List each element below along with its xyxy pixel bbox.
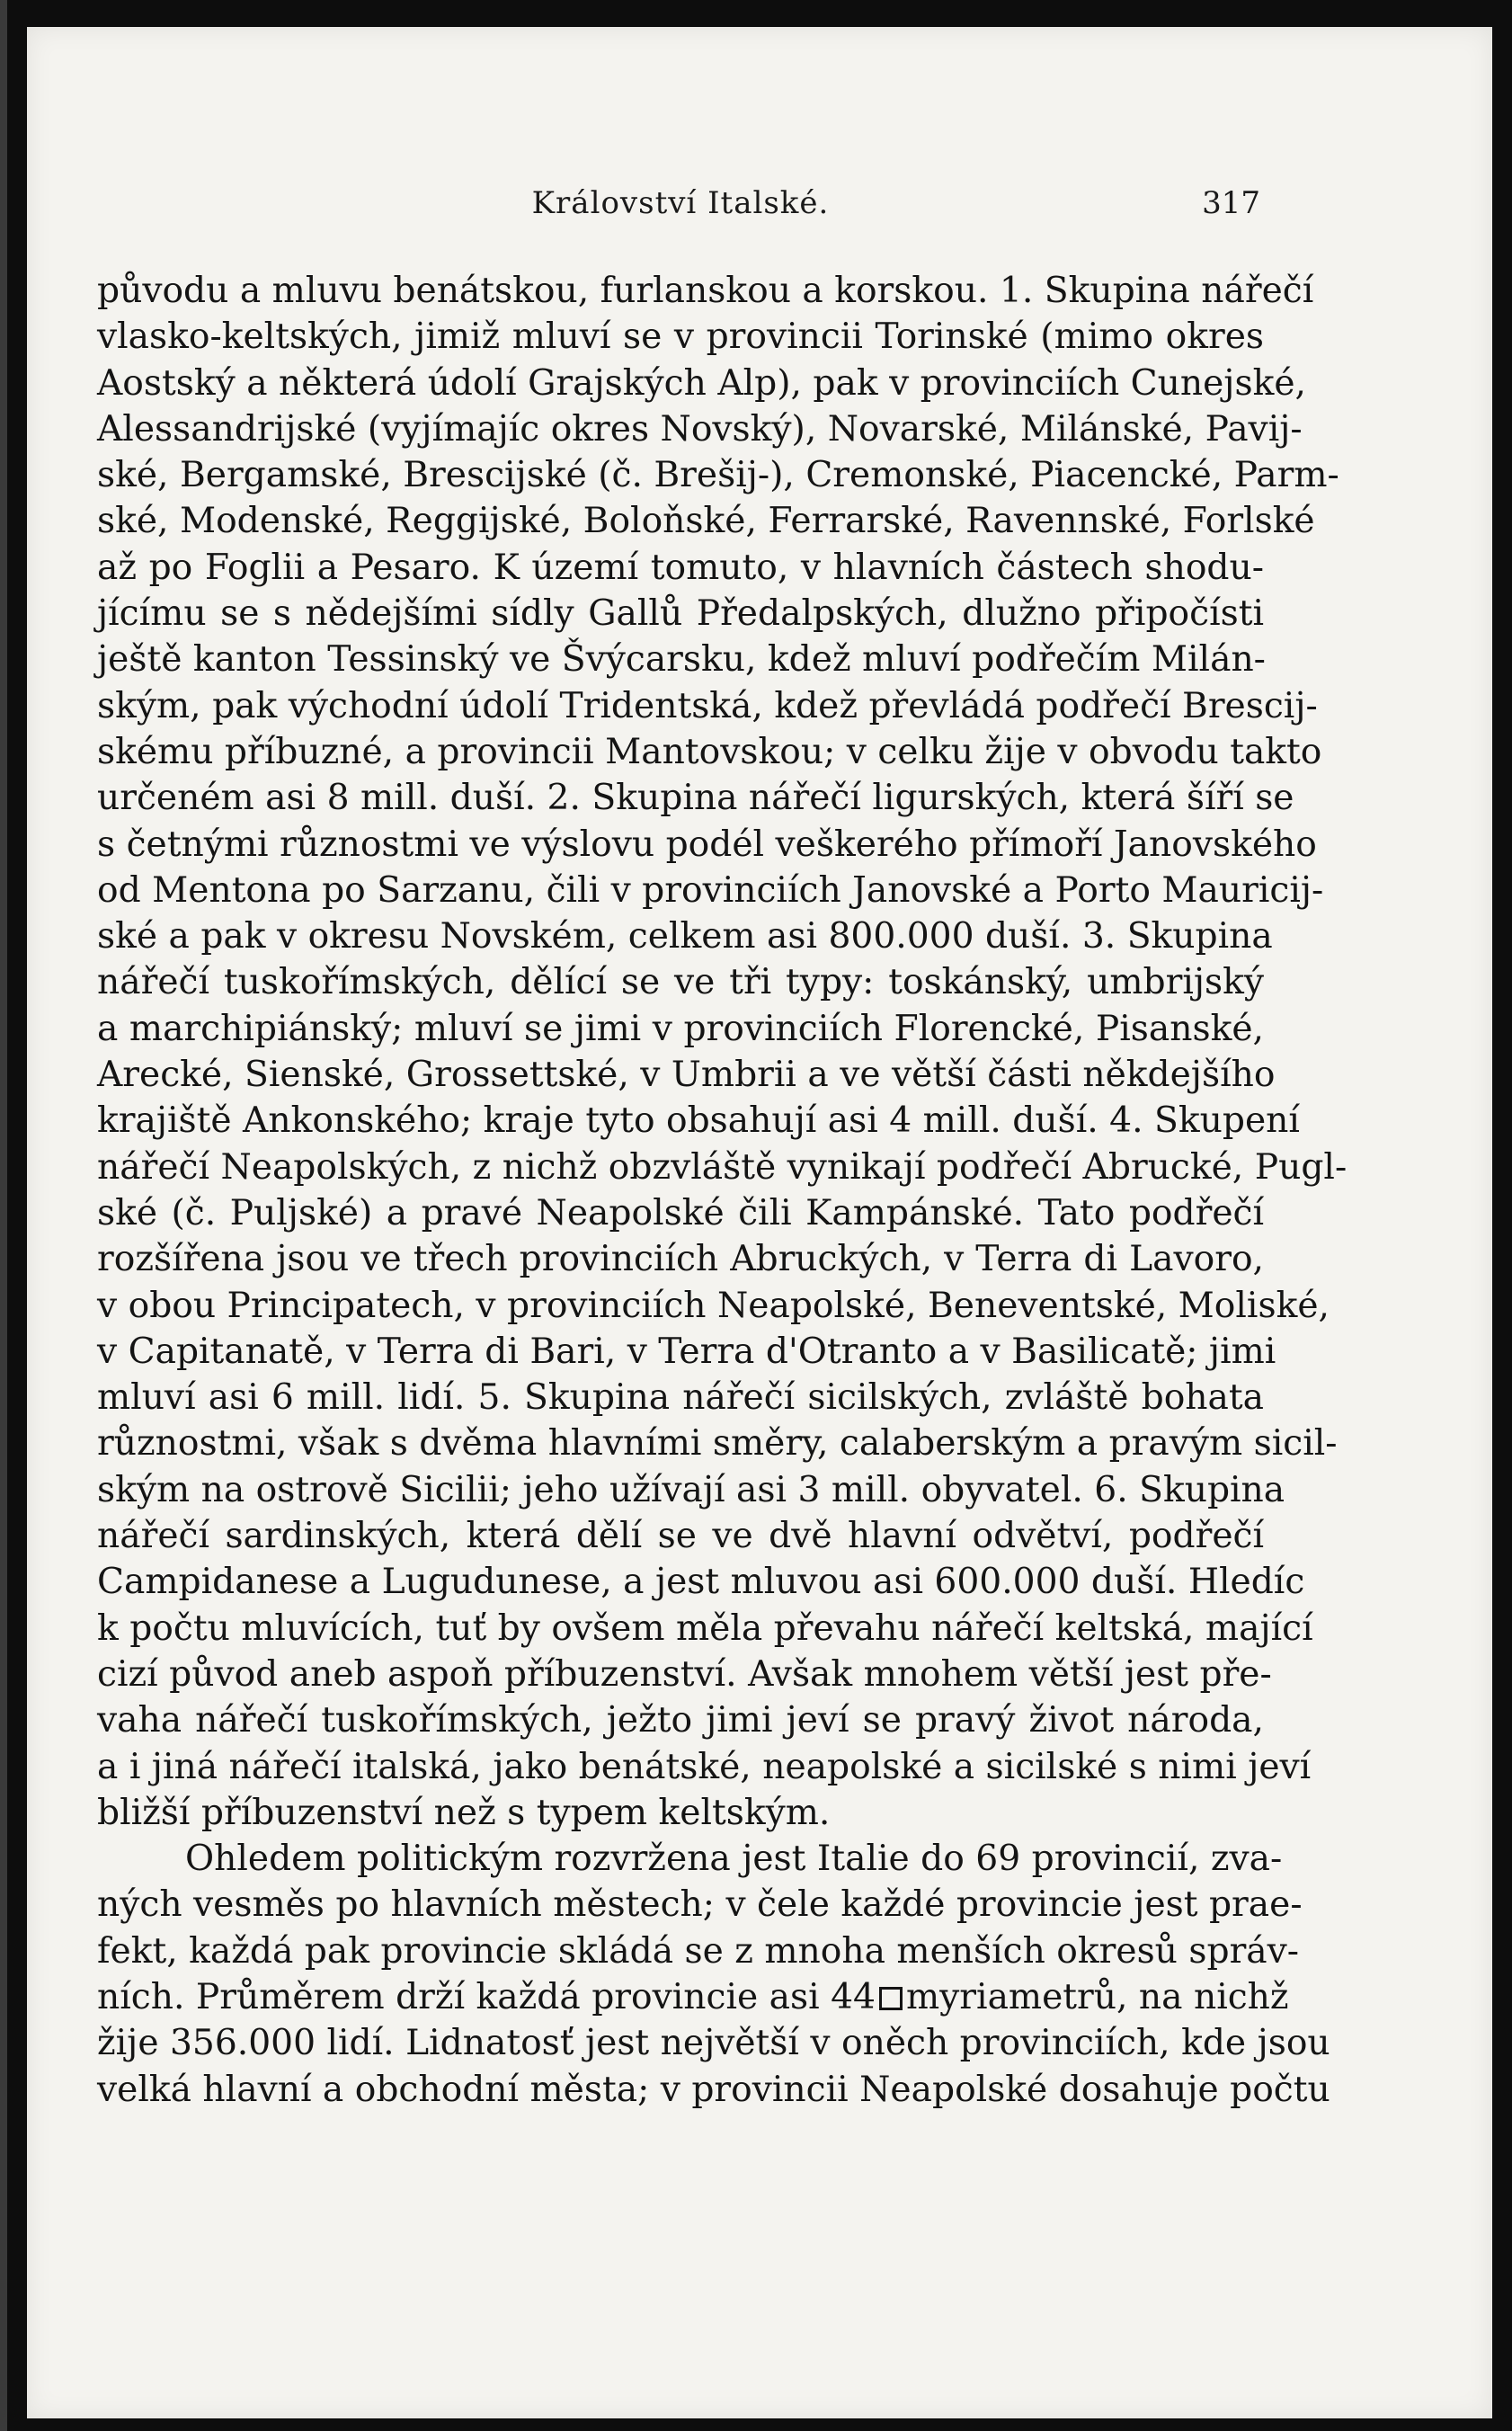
text-line: Arecké, Sienské, Grossettské, v Umbrii a ve větší části někdejšího	[97, 1055, 1276, 1096]
text-line: Ohledem politickým rozvržena jest Italie do 69 provincií, zva-	[185, 1839, 1283, 1880]
text-line: mluví asi 6 mill. lidí. 5. Skupina nářečí sicilských, zvláště bohata	[97, 1377, 1264, 1419]
body-text	[97, 268, 1347, 2113]
text-line: ještě kanton Tessinský ve Švýcarsku, kdež mluví podřečím Milán-	[97, 639, 1266, 681]
text-line: a marchipiánský; mluví se jimi v provinciích Florencké, Pisanské,	[97, 1008, 1264, 1049]
text-line: jícímu se s nědejšími sídly Gallů Předalpských, dlužno připočísti	[97, 593, 1264, 635]
text-line-with-square-symbol	[97, 1974, 1289, 2020]
text-line: nářečí sardinských, která dělí se ve dvě hlavní odvětví, podřečí	[97, 1516, 1264, 1557]
text-line: v Capitanatě, v Terra di Bari, v Terra d'Otranto a v Basilicatě; jimi	[97, 1331, 1276, 1372]
paragraph-2	[97, 1836, 1330, 2113]
text-line: s četnými různostmi ve výslovu podél veškerého přímoří Janovského	[97, 824, 1317, 865]
text-line: Alessandrijské (vyjímajíc okres Novský), Novarské, Milánské, Pavij-	[97, 408, 1303, 450]
text-line: nářečí Neapolských, z nichž obzvláště vynikají podřečí Abrucké, Pugl-	[97, 1146, 1347, 1188]
text-line: původu a mluvu benátskou, furlanskou a korskou. 1. Skupina nářečí	[97, 271, 1314, 311]
text-line: k počtu mluvících, tuť by ovšem měla převahu nářečí keltská, mající	[97, 1607, 1313, 1649]
text-line: žije 356.000 lidí. Lidnatosť jest největší v oněch provinciích, kde jsou	[97, 2023, 1330, 2064]
text-line: ské (č. Puljské) a pravé Neapolské čili Kampánské. Tato podřečí	[97, 1192, 1264, 1233]
text-line: v obou Principatech, v provinciích Neapolské, Beneventské, Moliské,	[97, 1285, 1330, 1326]
text-line: ných vesměs po hlavních městech; v čele každé provincie jest prae-	[97, 1884, 1303, 1926]
text-line: od Mentona po Sarzanu, čili v provinciích Janovské a Porto Mauricij-	[97, 869, 1324, 911]
text-line: až po Foglii a Pesaro. K území tomuto, v hlavních částech shodu-	[97, 547, 1264, 588]
square-unit-icon	[879, 1987, 903, 2010]
text-line: nářečí tuskořímských, dělící se ve tři typy: toskánský, umbrijský	[97, 962, 1264, 1003]
text-line: různostmi, však s dvěma hlavními směry, calaberským a pravým sicil-	[97, 1423, 1338, 1465]
text-fragment: myriametrů, na nichž	[906, 1976, 1289, 2017]
page-number: 317	[1202, 185, 1260, 221]
paragraph-1	[97, 268, 1347, 1836]
running-title: Království Italské.	[531, 185, 830, 221]
text-line: rozšířena jsou ve třech provinciích Abruckých, v Terra di Lavoro,	[97, 1239, 1264, 1280]
text-line: vaha nářečí tuskořímských, ježto jimi jeví se pravý život národa,	[97, 1700, 1264, 1741]
text-line: krajiště Ankonského; kraje tyto obsahují asi 4 mill. duší. 4. Skupení	[97, 1100, 1300, 1142]
text-line: fekt, každá pak provincie skládá se z mnoha menších okresů správ-	[97, 1930, 1300, 1972]
text-line: ským na ostrově Sicilii; jeho užívají asi 3 mill. obyvatel. 6. Skupina	[97, 1469, 1285, 1510]
text-line: velká hlavní a obchodní města; v provincii Neapolské dosahuje počtu	[97, 2069, 1330, 2110]
text-line: Campidanese a Lugudunese, a jest mluvou asi 600.000 duší. Hledíc	[97, 1562, 1305, 1603]
text-line: ským, pak východní údolí Tridentská, kdež převládá podřečí Brescij-	[97, 685, 1318, 726]
book-edge	[0, 0, 7, 2431]
text-line: určeném asi 8 mill. duší. 2. Skupina nářečí ligurských, která šíří se	[97, 778, 1294, 819]
text-line: cizí původ aneb aspoň příbuzenství. Avšak mnohem větší jest pře-	[97, 1653, 1272, 1695]
text-line: vlasko-keltských, jimiž mluví se v provincii Torinské (mimo okres	[97, 316, 1264, 358]
text-fragment: ních. Průměrem drží každá provincie asi 44	[97, 1976, 876, 2017]
text-line: ské, Bergamské, Brescijské (č. Brešij-), Cremonské, Piacencké, Parm-	[97, 455, 1339, 496]
text-line: skému příbuzné, a provincii Mantovskou; v celku žije v obvodu takto	[97, 731, 1322, 772]
text-line: a i jiná nářečí italská, jako benátské, neapolské a sicilské s nimi jeví	[97, 1746, 1312, 1787]
text-line: ské, Modenské, Reggijské, Boloňské, Ferrarské, Ravennské, Forlské	[97, 501, 1315, 542]
text-line: ské a pak v okresu Novském, celkem asi 800.000 duší. 3. Skupina	[97, 916, 1273, 957]
text-line: Aostský a některá údolí Grajských Alp), pak v provinciích Cunejské,	[97, 362, 1306, 404]
text-line: bližší příbuzenství než s typem keltským.	[97, 1792, 831, 1833]
page-header	[101, 185, 1260, 239]
